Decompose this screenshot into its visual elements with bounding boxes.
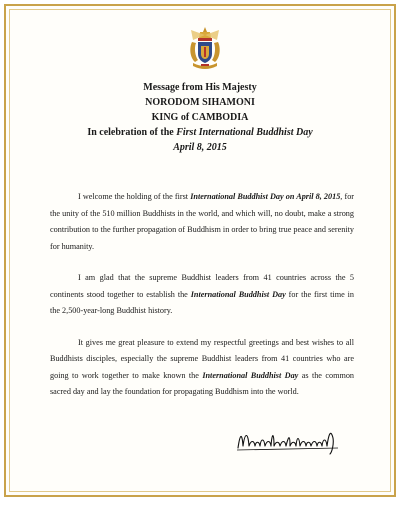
paragraph-3: It gives me great pleasure to extend my respectful greetings and best wishes to all Buddhists disciples, especially the supreme Buddhist leaders from 41 countries who are going to work together to make known the International Buddhist Day as the common sacred day and lay the foundation for propagating Buddhism into the world. — [50, 337, 355, 396]
royal-coat-of-arms-icon — [187, 26, 223, 70]
header-line-message: Message from His Majesty — [143, 82, 257, 93]
handwritten-signature — [234, 424, 344, 458]
header-line-date: April 8, 2015 — [173, 142, 227, 153]
letter-page — [4, 4, 396, 497]
letter-body — [50, 189, 354, 416]
letter-header — [6, 80, 394, 155]
header-line-title: KING of CAMBODIA — [151, 112, 249, 123]
paragraph-2: I am glad that the supreme Buddhist leaders from 41 countries across the 5 continents stood together to establish the International Buddhist Day for the first time in the 2,500-year-long Buddhist history. — [50, 273, 354, 315]
header-line-name: NORODOM SIHAMONI — [145, 97, 255, 108]
header-line-celebration — [6, 125, 394, 140]
celebration-event: First International Buddhist Day — [176, 127, 313, 138]
celebration-prefix: In celebration of the — [87, 127, 177, 138]
paragraph-1: I welcome the holding of the first International Buddhist Day on April 8, 2015, for the unity of the 510 million Buddhists in the world, and which will, no doubt, make a strong contribution to the further propagation of Buddhism in order to bring true peace and serenity for humanity. — [50, 192, 355, 251]
